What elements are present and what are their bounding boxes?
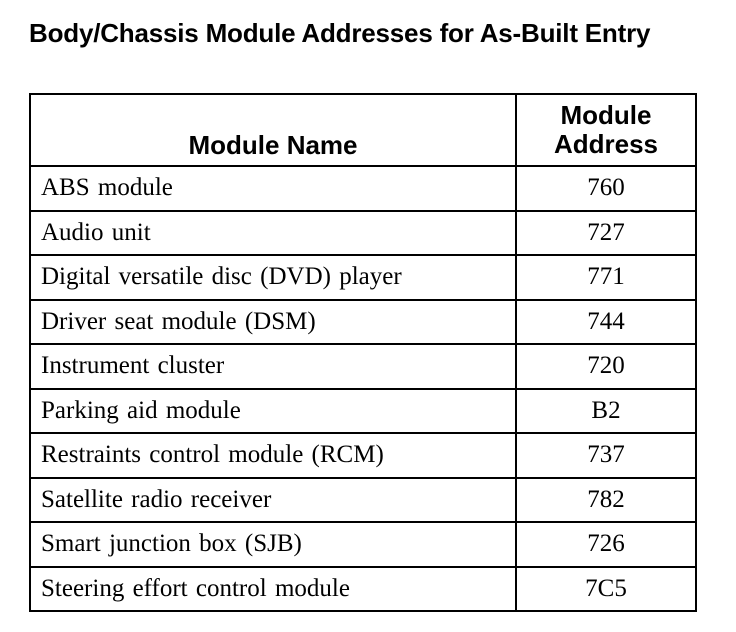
- module-address-cell: 7C5: [516, 567, 696, 612]
- module-name-cell: Smart junction box (SJB): [30, 522, 516, 567]
- table-row: [30, 255, 696, 300]
- table-row: [30, 300, 696, 345]
- column-header-address-line-1: Module: [560, 100, 652, 130]
- module-address-cell: 782: [516, 478, 696, 523]
- module-name-cell: Satellite radio receiver: [30, 478, 516, 523]
- module-name-cell: Steering effort control module: [30, 567, 516, 612]
- module-name-cell: Instrument cluster: [30, 344, 516, 389]
- module-name-cell: Parking aid module: [30, 389, 516, 434]
- module-address-cell: 720: [516, 344, 696, 389]
- table-row: [30, 478, 696, 523]
- module-address-cell: 760: [516, 166, 696, 211]
- table-row: [30, 166, 696, 211]
- module-name-cell: Audio unit: [30, 211, 516, 256]
- table-row: [30, 433, 696, 478]
- table-row: [30, 567, 696, 612]
- module-address-cell: 744: [516, 300, 696, 345]
- module-name-cell: Digital versatile disc (DVD) player: [30, 255, 516, 300]
- table-row: [30, 522, 696, 567]
- module-name-cell: ABS module: [30, 166, 516, 211]
- table-row: [30, 211, 696, 256]
- module-address-cell: 771: [516, 255, 696, 300]
- module-address-table: [29, 93, 697, 612]
- module-address-cell: 726: [516, 522, 696, 567]
- module-name-cell: Driver seat module (DSM): [30, 300, 516, 345]
- page-title: Body/Chassis Module Addresses for As-Built Entry: [29, 18, 651, 48]
- table-row: [30, 344, 696, 389]
- module-address-cell: 737: [516, 433, 696, 478]
- module-address-cell: 727: [516, 211, 696, 256]
- table-header-row: [30, 94, 696, 166]
- column-header-module-name: Module Name: [30, 94, 516, 166]
- column-header-module-address: [516, 94, 696, 166]
- column-header-address-line-2: Address: [553, 129, 659, 159]
- table-row: [30, 389, 696, 434]
- module-address-cell: B2: [516, 389, 696, 434]
- module-name-cell: Restraints control module (RCM): [30, 433, 516, 478]
